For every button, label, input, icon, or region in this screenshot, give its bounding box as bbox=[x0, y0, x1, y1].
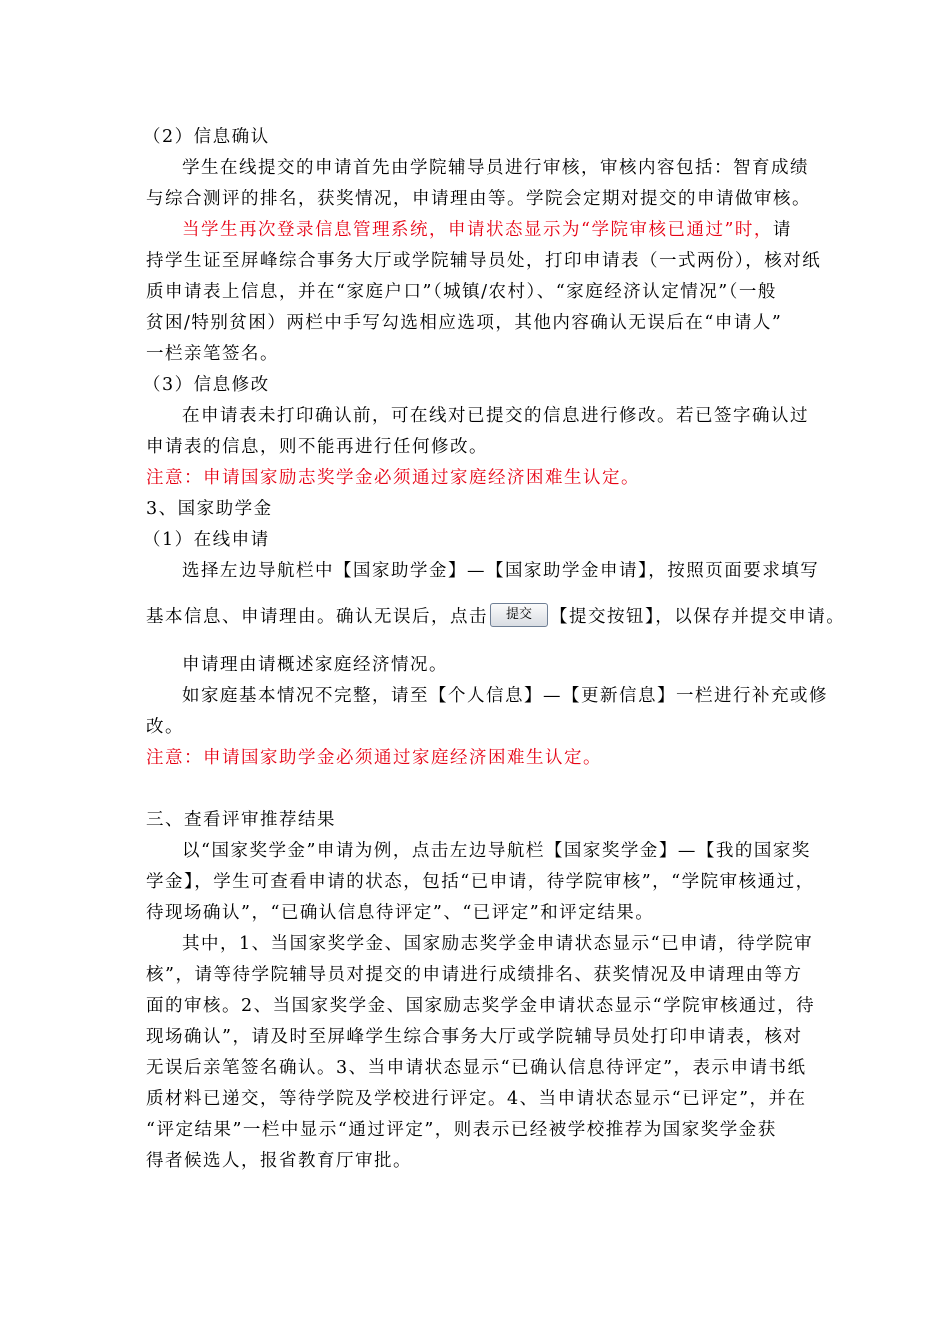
notice-line: 注意：申请国家助学金必须通过家庭经济困难生认定。 bbox=[146, 748, 602, 768]
heading-info-confirm: （2）信息确认 bbox=[143, 127, 270, 147]
paragraph-line: 质材料已递交，等待学院及学校进行评定。4、当申请状态显示“已评定”，并在 bbox=[146, 1089, 807, 1109]
paragraph-line: 质申请表上信息，并在“家庭户口”（城镇/农村）、“家庭经济认定情况”（一般 bbox=[146, 282, 777, 302]
paragraph-line: 面的审核。2、当国家奖学金、国家励志奖学金申请状态显示“学院审核通过，待 bbox=[146, 996, 816, 1016]
paragraph-line: 基本信息、申请理由。确认无误后，点击 提交 【提交按钮】，以保存并提交申请。 bbox=[146, 602, 845, 632]
paragraph-line: 现场确认”，请及时至屏峰学生综合事务大厅或学院辅导员处打印申请表，核对 bbox=[146, 1027, 803, 1047]
paragraph-line: 核”，请等待学院辅导员对提交的申请进行成绩排名、获奖情况及申请理由等方 bbox=[146, 965, 803, 985]
submit-button-image: 提交 bbox=[490, 603, 548, 627]
paragraph-line: 得者候选人，报省教育厅审批。 bbox=[146, 1151, 412, 1171]
paragraph-line: 选择左边导航栏中【国家助学金】—【国家助学金申请】，按照页面要求填写 bbox=[182, 561, 820, 581]
paragraph-line: “评定结果”一栏中显示“通过评定”，则表示已经被学校推荐为国家奖学金获 bbox=[146, 1120, 777, 1140]
paragraph-line: 以“国家奖学金”申请为例，点击左边导航栏【国家奖学金】—【我的国家奖 bbox=[182, 841, 811, 861]
heading-online-apply: （1）在线申请 bbox=[143, 530, 270, 550]
paragraph-line: 与综合测评的排名，获奖情况，申请理由等。学院会定期对提交的申请做审核。 bbox=[146, 189, 811, 209]
paragraph-line: 申请表的信息，则不能再进行任何修改。 bbox=[146, 437, 488, 457]
paragraph-line: 如家庭基本情况不完整，请至【个人信息】—【更新信息】一栏进行补充或修 bbox=[182, 686, 828, 706]
paragraph-line: 申请理由请概述家庭经济情况。 bbox=[182, 655, 448, 675]
paragraph-line: 当学生再次登录信息管理系统，申请状态显示为“学院审核已通过”时，请 bbox=[182, 220, 792, 240]
paragraph-line: 改。 bbox=[146, 717, 184, 737]
paragraph-line: 无误后亲笔签名确认。3、当申请状态显示“已确认信息待评定”，表示申请书纸 bbox=[146, 1058, 807, 1078]
paragraph-line: 一栏亲笔签名。 bbox=[146, 344, 279, 364]
paragraph-line: 贫困/特别贫困）两栏中手写勾选相应选项，其他内容确认无误后在“申请人” bbox=[146, 313, 783, 333]
paragraph-line: 学金】，学生可查看申请的状态，包括“已申请，待学院审核”，“学院审核通过， bbox=[146, 872, 815, 892]
paragraph-line: 其中，1、当国家奖学金、国家励志奖学金申请状态显示“已申请，待学院审 bbox=[182, 934, 814, 954]
heading-national-grant: 3、国家助学金 bbox=[146, 499, 273, 519]
heading-info-modify: （3）信息修改 bbox=[143, 375, 270, 395]
paragraph-line: 在申请表未打印确认前，可在线对已提交的信息进行修改。若已签字确认过 bbox=[182, 406, 809, 426]
heading-review-results: 三、查看评审推荐结果 bbox=[146, 810, 336, 830]
paragraph-line: 待现场确认”，“已确认信息待评定”、“已评定”和评定结果。 bbox=[146, 903, 655, 923]
notice-line: 注意：申请国家励志奖学金必须通过家庭经济困难生认定。 bbox=[146, 468, 640, 488]
highlight-text: 当学生再次登录信息管理系统，申请状态显示为“学院审核已通过”时， bbox=[182, 220, 773, 240]
paragraph-line: 学生在线提交的申请首先由学院辅导员进行审核，审核内容包括：智育成绩 bbox=[182, 158, 809, 178]
paragraph-line: 持学生证至屏峰综合事务大厅或学院辅导员处，打印申请表（一式两份），核对纸 bbox=[146, 251, 822, 271]
